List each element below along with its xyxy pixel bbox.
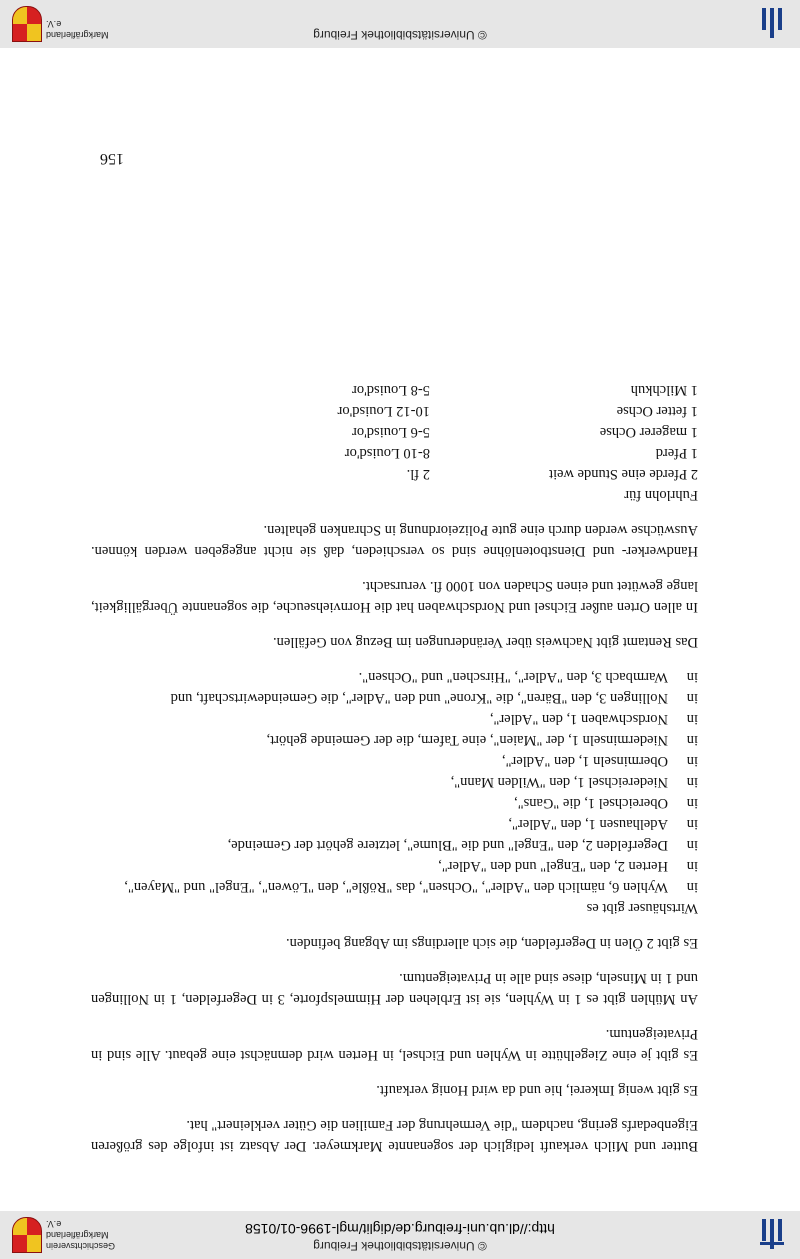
association-logo [8,1215,118,1255]
list-item: in Oberminseln 1, den "Adler", [501,753,698,769]
paragraph-hornviehseuche: In allen Orten außer Eichsel und Nordschwaben hat die Hornviehseuche, die sogenannte Übergälligkeit, lange gewütet und einen Schaden von 1000 fl. verursacht. [91,578,698,615]
paragraph-muehlen: An Mühlen gibt es 1 in Wyhlen, sie ist Erblehen der Himmelspforte, 3 in Degerfelden, 1 in Nollingen und 1 in Minseln, diese sind alle in Privateigentum. [91,970,698,1007]
list-item: in Wyhlen 6, nämlich den "Adler", "Ochsen", das "Rößle", den "Löwen", "Engel" und "Mayen", [124,879,698,895]
list-item: in Warmbach 3, den "Adler", "Hirschen" und "Ochsen". [358,669,698,685]
footer-association-text: Markgräflerland e.V. [46,19,109,40]
page-body [91,379,698,1156]
paragraph-rentamt: Das Rentamt gibt Nachweis über Veränderungen im Bezug von Gefällen. [273,634,698,650]
paragraph-loehne: Handwerker- und Dienstbotenlöhne sind so verschieden, daß sie nicht angegeben werden können. Auswüchse werden durch eine gute Polizeiordnung in Schranken gehalten. [91,522,698,559]
page-number: 156 [100,150,124,167]
list-item: in Adelhausen 1, den "Adler", [508,816,698,832]
association-logo [8,4,118,44]
paragraph-butter: Butter und Milch verkauft lediglich der sogenannte Markmeyer. Der Absatz ist infolge des größeren Eigenbedarfs gering, nachdem "die Vermehrung der Familien die Güter verkleinert" hat. [91,1117,698,1154]
fuhrlohn-title: Fuhrlohn für [624,487,698,503]
paragraph-imkerei: Es gibt wenig Imkerei, hie und da wird Honig verkauft. [376,1082,698,1098]
table-row: 1 fetter Ochse 10-12 Louisd'or [337,403,698,419]
table-row: 2 Pferde eine Stunde weit 2 fl. [406,466,698,482]
credit-text: © Universitätsbibliothek Freiburg [313,1239,487,1253]
list-item: in Degerfelden 2, den "Engel" und die "Blume", letztere gehört der Gemeinde, [227,837,698,853]
footer-credit-text: © Universitätsbibliothek Freiburg [313,28,487,42]
viewer-header [0,1211,800,1259]
coat-of-arms-icon [12,1217,42,1253]
list-item: in Nollingen 3, den "Bären", die "Krone" und den "Adler", die Gemeindewirtschaft, und [170,690,698,706]
inns-list [91,666,698,897]
list-item: in Herten 2, den "Engel" und den "Adler", [438,858,698,874]
list-item: in Obereichsel 1, die "Gans", [514,795,698,811]
paragraph-oelen: Es gibt 2 Ölen in Degerfelden, die sich allerdings im Abgang befinden. [286,935,698,951]
table-row: 1 magerer Ochse 5-6 Louisd'or [352,424,698,440]
inns-intro: Wirtshäuser gibt es [586,900,698,916]
table-row: 1 Pferd 8-10 Louisd'or [344,445,698,461]
table-row: 1 Milchkuh 5-8 Louisd'or [352,382,698,398]
list-item: in Niedereichsel 1, den "Wilden Mann", [450,774,698,790]
viewer-footer [0,0,800,48]
source-url-link[interactable]: http://dl.ub.uni-freiburg.de/diglit/mgl-1996-01/0158 [245,1221,555,1237]
list-item: in Nordschwaben 1, den "Adler", [489,711,698,727]
coat-of-arms-icon [12,6,42,42]
list-item: in Niederminseln 1, der "Maien", eine Tafern, die der Gemeinde gehört, [266,732,698,748]
price-table [338,379,698,484]
paragraph-ziegelhuette: Es gibt je eine Ziegelhütte in Wyhlen und Eichsel, in Herten wird demnächst eine gebaut. Alle sind in Privateigentum. [91,1026,698,1063]
association-text: Geschichtsverein Markgräflerland e.V. [46,1219,116,1251]
